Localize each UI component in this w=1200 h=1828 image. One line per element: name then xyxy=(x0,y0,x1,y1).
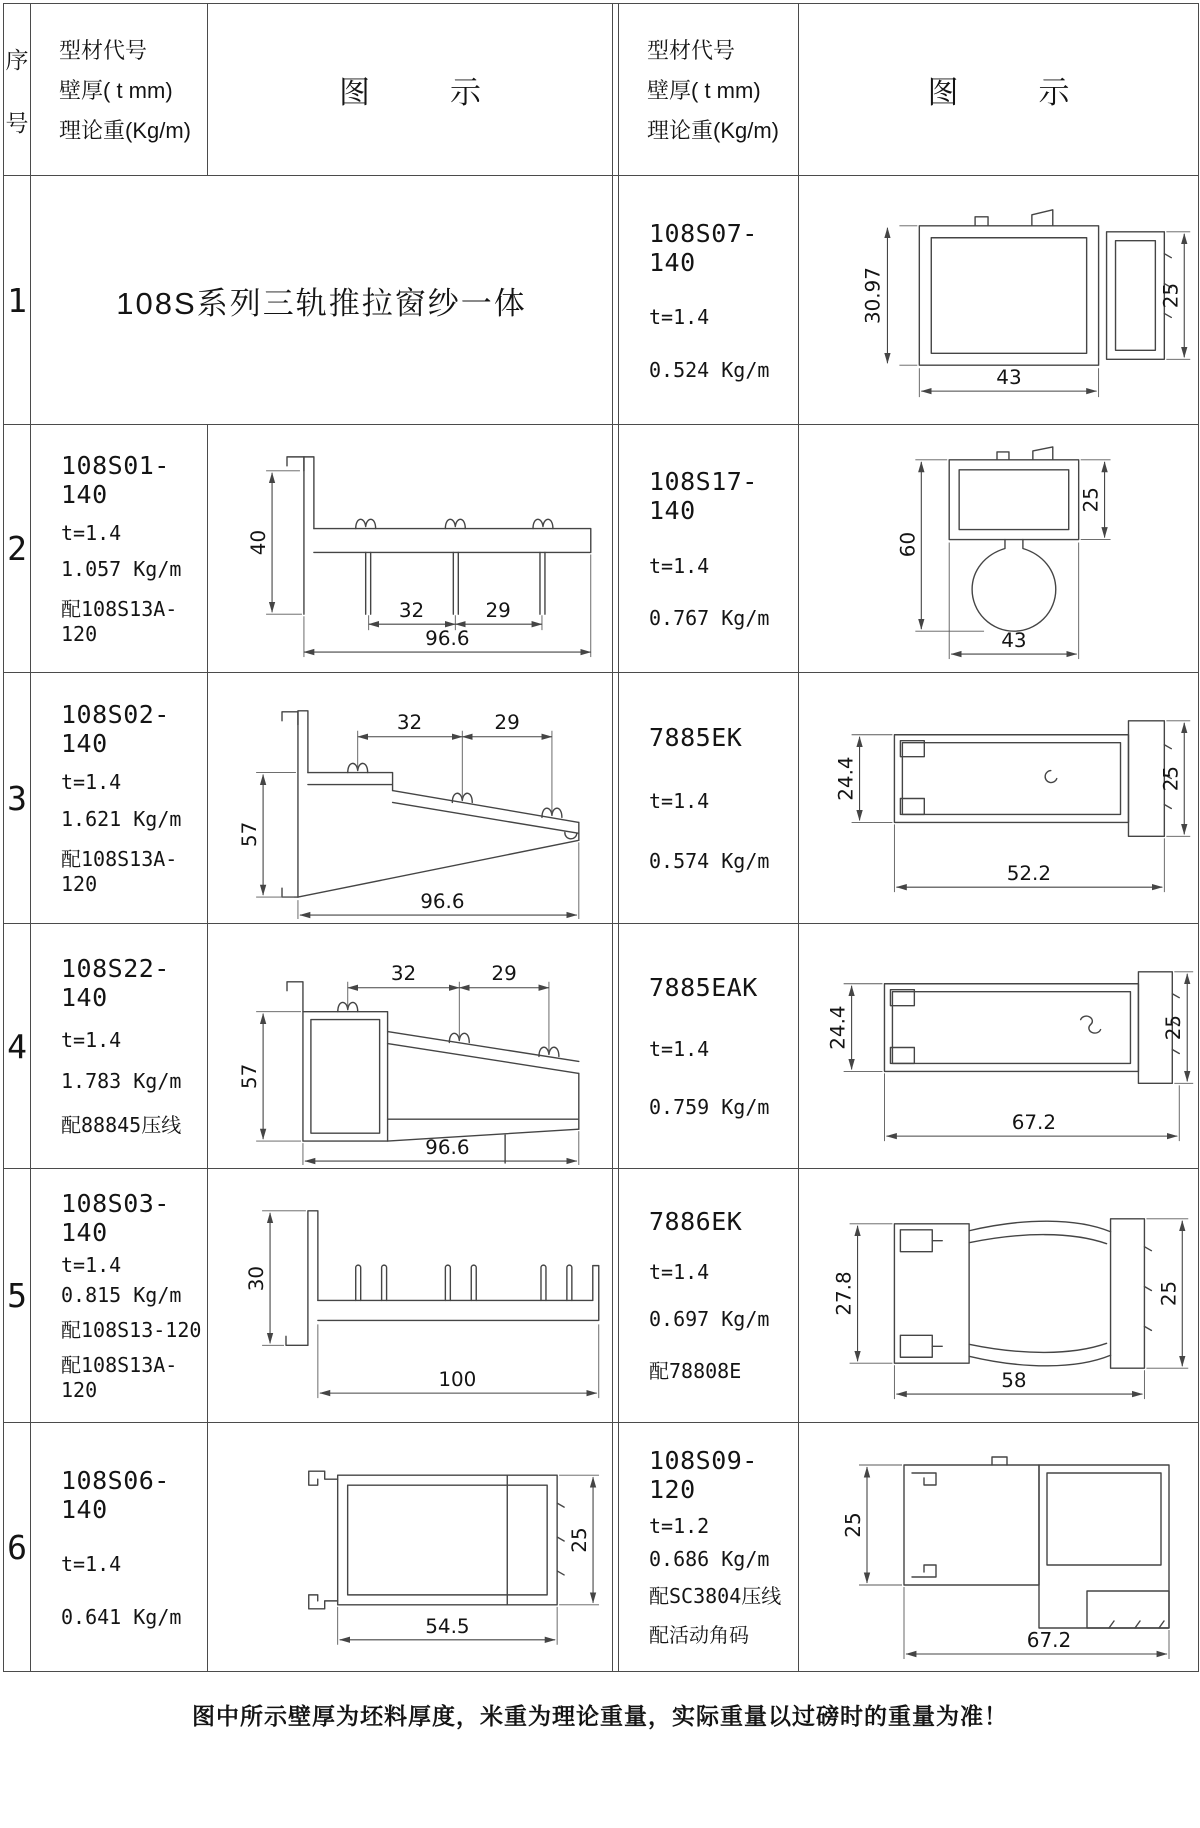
spec-line: 0.815 Kg/m xyxy=(61,1283,182,1308)
row-serial: 6 xyxy=(4,1423,31,1671)
dim-label: 60 xyxy=(896,531,920,558)
dim-label: 67.2 xyxy=(1026,1628,1072,1652)
dim-label: 30.97 xyxy=(861,267,885,325)
dim-label: 40 xyxy=(247,529,271,556)
profile-info-108S03-140 xyxy=(31,1169,208,1423)
spec-line: 配108S13-120 xyxy=(61,1317,202,1342)
drawing-7885EAK xyxy=(799,924,1198,1169)
dim-label: 58 xyxy=(1001,1369,1027,1393)
profile-code: 108S09-120 xyxy=(649,1446,758,1505)
drawing-108S02-140 xyxy=(208,673,613,924)
row-serial: 2 xyxy=(4,425,31,673)
profile-table xyxy=(3,3,1199,1672)
dim-label: 24.4 xyxy=(826,1005,850,1050)
spec-line: 0.686 Kg/m xyxy=(649,1546,770,1571)
profile-code: 108S17-140 xyxy=(649,467,758,526)
dim-label: 57 xyxy=(238,1063,262,1090)
dim-label: 52.2 xyxy=(1006,862,1052,886)
spec-header-right xyxy=(619,4,799,176)
spec-line: t=1.4 xyxy=(61,1253,122,1278)
dim-label: 100 xyxy=(438,1368,477,1392)
spec-line: 0.641 Kg/m xyxy=(61,1604,182,1629)
drawing-7886EK xyxy=(799,1169,1198,1423)
drawing-108S09-120 xyxy=(799,1423,1198,1671)
spec-line: t=1.2 xyxy=(649,1513,710,1538)
spec-line: t=1.4 xyxy=(61,770,122,795)
serial-header-char: 序 xyxy=(5,46,29,73)
spec-line: 配108S13A-120 xyxy=(61,1352,178,1402)
profile-code: 108S07-140 xyxy=(649,218,758,277)
profile-info-108S06-140 xyxy=(31,1423,208,1671)
profile-code: 108S06-140 xyxy=(61,1465,170,1524)
spec-line: 配SC3804压线 xyxy=(649,1584,782,1609)
dim-label: 29 xyxy=(485,599,511,623)
dim-label: 25 xyxy=(1159,765,1183,792)
profile-info-7886EK xyxy=(619,1169,799,1423)
spec-header-line: 理论重(Kg/m) xyxy=(59,118,192,143)
drawing-108S07-140 xyxy=(799,176,1198,425)
series-title: 108S系列三轨推拉窗纱一体 xyxy=(116,285,527,321)
spec-line: t=1.4 xyxy=(61,1552,122,1576)
dim-label: 32 xyxy=(398,599,425,623)
spec-line: 0.759 Kg/m xyxy=(649,1095,770,1120)
spec-line: 配活动角码 xyxy=(649,1622,749,1647)
dim-label: 96.6 xyxy=(420,890,465,914)
profile-info-108S17-140 xyxy=(619,425,799,673)
row-serial: 3 xyxy=(4,673,31,924)
spec-line: 配78808E xyxy=(649,1359,742,1384)
profile-info-108S02-140 xyxy=(31,673,208,924)
dim-label: 54.5 xyxy=(425,1613,470,1638)
dim-label: 25 xyxy=(567,1527,592,1553)
dim-label: 67.2 xyxy=(1011,1111,1057,1135)
drawing-108S03-140 xyxy=(208,1169,613,1423)
spec-header-line: 型材代号 xyxy=(59,38,148,63)
serial-header xyxy=(4,4,31,176)
dim-label: 32 xyxy=(390,961,417,985)
profile-code: 7885EAK xyxy=(649,972,758,1002)
spec-line: 配88845压线 xyxy=(61,1112,182,1137)
profile-info-108S07-140 xyxy=(619,176,799,425)
spec-line: t=1.4 xyxy=(649,1259,710,1284)
profile-code: 108S03-140 xyxy=(61,1189,170,1248)
spec-header-left xyxy=(31,4,208,176)
spec-line: t=1.4 xyxy=(61,521,122,545)
diagram-header-left: 图 示 xyxy=(208,4,613,176)
dim-label: 25 xyxy=(1162,1014,1186,1041)
row-serial: 1 xyxy=(4,176,31,425)
spec-header-line: 型材代号 xyxy=(647,38,736,63)
profile-code: 7886EK xyxy=(649,1206,743,1236)
spec-line: 0.697 Kg/m xyxy=(649,1307,770,1332)
dim-label: 32 xyxy=(396,710,423,734)
profile-info-108S09-120 xyxy=(619,1423,799,1671)
diagram-header-right: 图 示 xyxy=(799,4,1198,176)
profile-info-108S01-140 xyxy=(31,425,208,673)
row-serial: 5 xyxy=(4,1169,31,1423)
profile-code: 7885EK xyxy=(649,723,743,753)
spec-line: 配108S13A-120 xyxy=(61,597,178,646)
dim-label: 25 xyxy=(841,1512,865,1538)
dim-label: 29 xyxy=(491,961,517,985)
dim-label: 25 xyxy=(1079,487,1103,513)
drawing-108S22-140 xyxy=(208,924,613,1169)
dim-label: 27.8 xyxy=(832,1271,856,1316)
spec-line: t=1.4 xyxy=(61,1028,122,1053)
spec-line: 0.574 Kg/m xyxy=(649,848,770,873)
profile-info-7885EK xyxy=(619,673,799,924)
footer-note: 图中所示壁厚为坯料厚度，米重为理论重量，实际重量以过磅时的重量为准！ xyxy=(192,1703,1008,1729)
spec-line: 0.524 Kg/m xyxy=(649,357,770,382)
profile-code: 108S01-140 xyxy=(61,451,170,509)
dim-label: 57 xyxy=(238,821,262,848)
spec-line: 1.621 Kg/m xyxy=(61,806,182,831)
drawing-108S17-140 xyxy=(799,425,1198,673)
dim-label: 25 xyxy=(1157,1280,1181,1307)
spec-line: 1.057 Kg/m xyxy=(61,557,182,581)
dim-label: 24.4 xyxy=(834,756,858,801)
dim-label: 96.6 xyxy=(425,1136,470,1160)
spec-header-line: 理论重(Kg/m) xyxy=(647,118,780,143)
spec-line: t=1.4 xyxy=(649,553,710,578)
serial-header-char: 号 xyxy=(5,109,29,136)
spec-header-line: 壁厚( t mm) xyxy=(59,78,173,103)
dim-label: 43 xyxy=(1001,629,1027,653)
spec-line: t=1.4 xyxy=(649,305,710,329)
series-title-cell xyxy=(31,176,613,425)
profile-info-108S22-140 xyxy=(31,924,208,1169)
spec-line: t=1.4 xyxy=(649,788,710,813)
profile-code: 108S22-140 xyxy=(61,954,170,1013)
row-serial: 4 xyxy=(4,924,31,1169)
drawing-108S06-140 xyxy=(208,1423,613,1671)
spec-line: 1.783 Kg/m xyxy=(61,1068,182,1093)
dim-label: 96.6 xyxy=(425,627,470,651)
dim-label: 29 xyxy=(494,710,520,734)
drawing-108S01-140 xyxy=(208,425,613,673)
profile-info-7885EAK xyxy=(619,924,799,1169)
dim-label: 43 xyxy=(996,366,1022,390)
dim-label: 25 xyxy=(1159,282,1183,309)
spec-header-line: 壁厚( t mm) xyxy=(647,78,761,103)
spec-line: 配108S13A-120 xyxy=(61,847,178,897)
dim-label: 30 xyxy=(245,1265,269,1292)
spec-line: 0.767 Kg/m xyxy=(649,605,770,630)
spec-line: t=1.4 xyxy=(649,1036,710,1061)
profile-code: 108S02-140 xyxy=(61,699,170,758)
drawing-7885EK xyxy=(799,673,1198,924)
